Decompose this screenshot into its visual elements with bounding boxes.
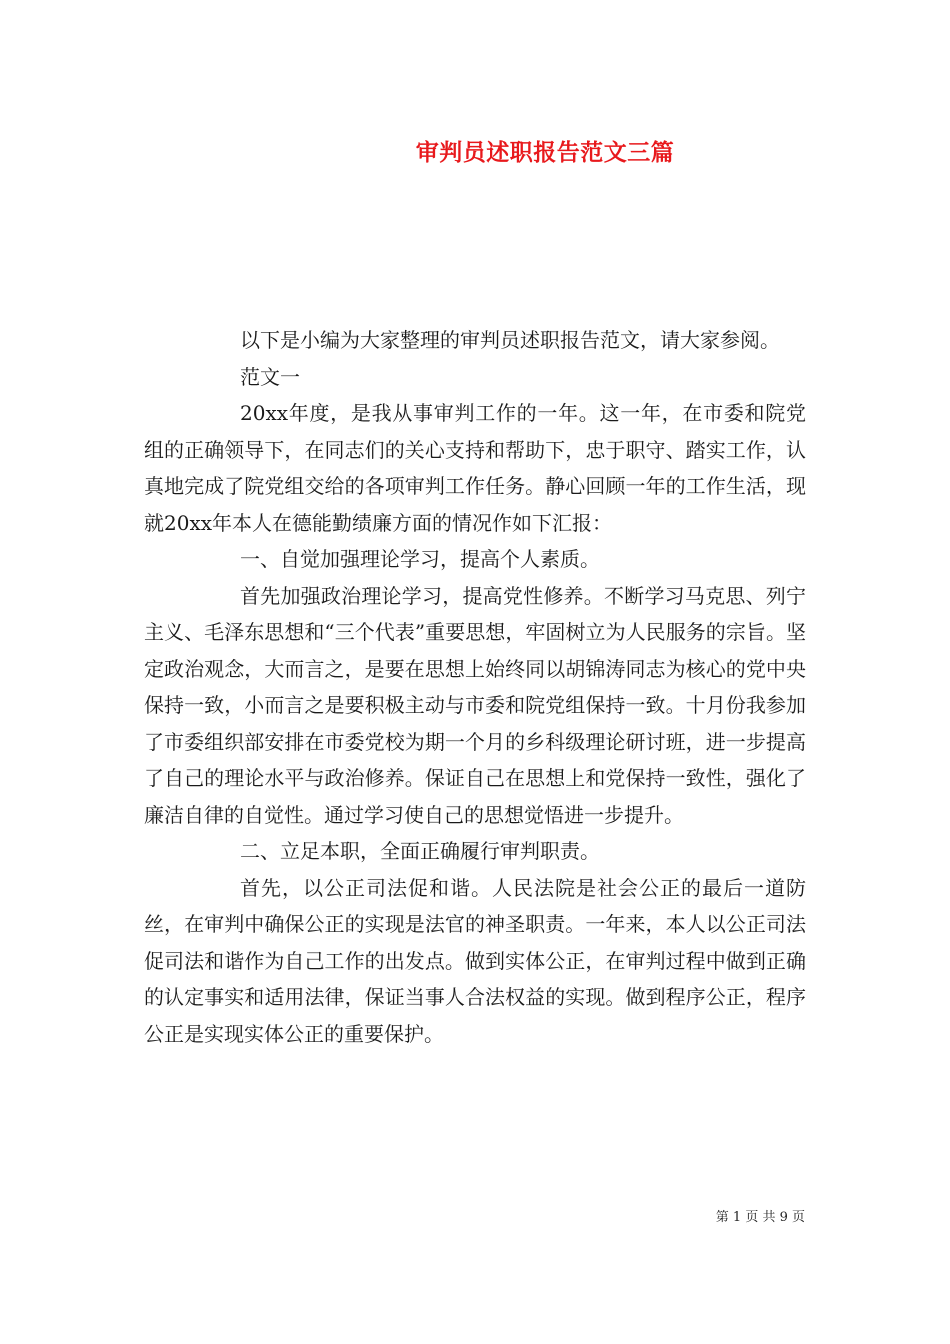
section-heading: 一、自觉加强理论学习，提高个人素质。 — [240, 547, 600, 571]
sample-heading: 范文一 — [240, 364, 300, 389]
body-paragraph: 20xx年度，是我从事审判工作的一年。这一年，在市委和院党组的正确领导下，在同志们的关心支持和帮助下，忠于职守、踏实工作，认真地完成了院党组交给的各项审判工作任务。静心回顾一年的工作生活，现就20xx年本人在德能勤绩廉方面的情况作如下汇报： — [144, 401, 806, 535]
section-heading: 二、立足本职，全面正确履行审判职责。 — [240, 839, 600, 863]
document-title: 审判员述职报告范文三篇 — [415, 139, 675, 166]
intro-paragraph: 以下是小编为大家整理的审判员述职报告范文，请大家参阅。 — [240, 328, 780, 352]
page-number: 第 1 页 共 9 页 — [715, 1210, 805, 1225]
body-paragraph: 首先加强政治理论学习，提高党性修养。不断学习马克思、列宁主义、毛泽东思想和“三个代表”重要思想，牢固树立为人民服务的宗旨。坚定政治观念，大而言之，是要在思想上始终同以胡锦涛同志为核心的党中央保持一致，小而言之是要积极主动与市委和院党组保持一致。十月份我参加了市委组织部安排在市委党校为期一个月的乡科级理论研讨班，进一步提高了自己的理论水平与政治修养。保证自己在思想上和党保持一致性，强化了廉洁自律的自觉性。通过学习使自己的思想觉悟进一步提升。 — [144, 583, 806, 827]
body-paragraph: 首先，以公正司法促和谐。人民法院是社会公正的最后一道防丝，在审判中确保公正的实现是法官的神圣职责。一年来，本人以公正司法促司法和谐作为自己工作的出发点。做到实体公正，在审判过程中做到正确的认定事实和适用法律，保证当事人合法权益的实现。做到程序公正，程序公正是实现实体公正的重要保护。 — [144, 875, 806, 1046]
document-body — [144, 322, 806, 1052]
